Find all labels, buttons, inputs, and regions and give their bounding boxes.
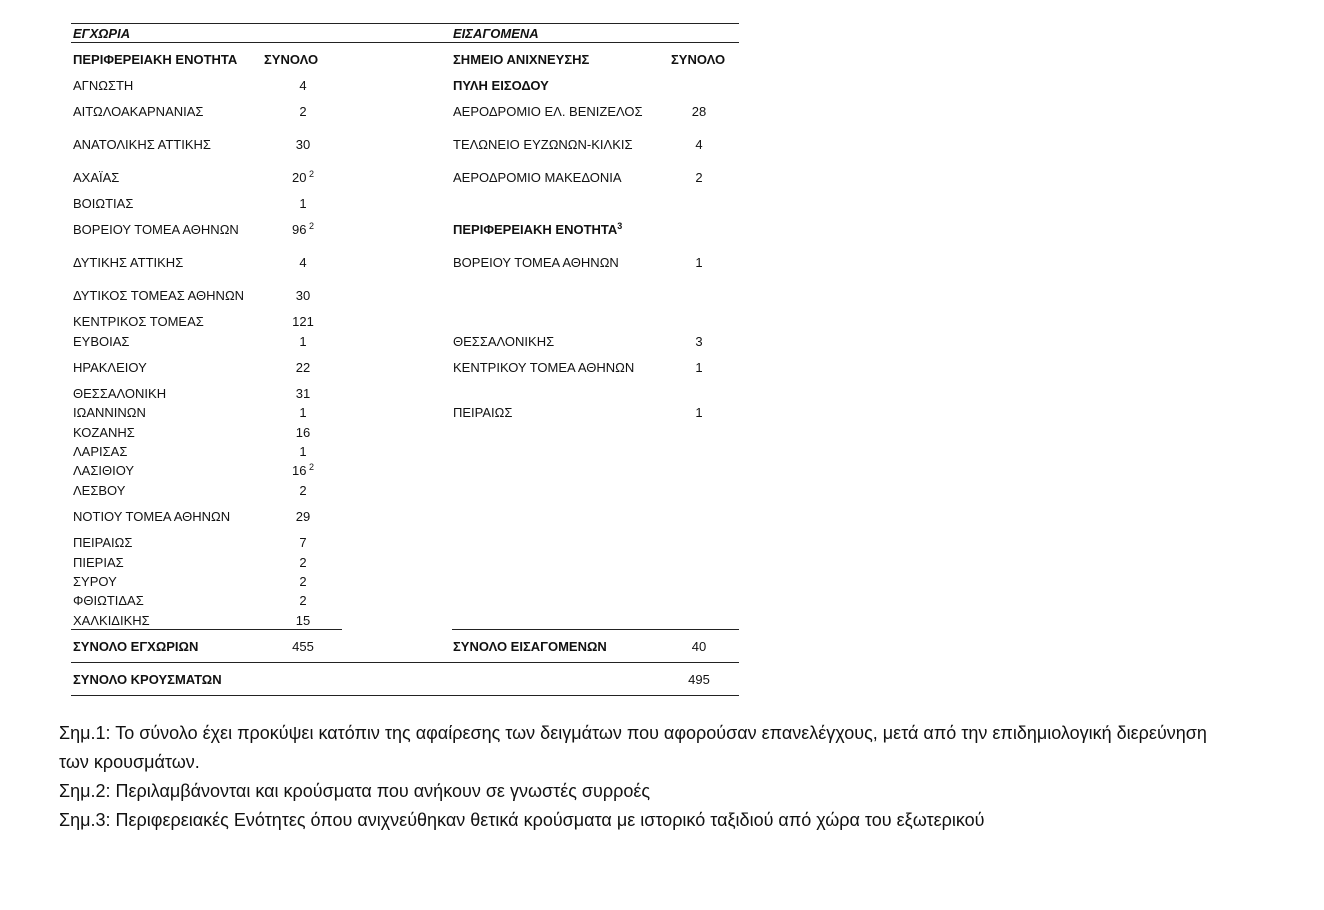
note-3: Σημ.3: Περιφερειακές Ενότητες όπου ανιχνεύθηκαν θετικά κρούσματα με ιστορικό ταξιδιού από χώρα του εξωτερικού [59,810,985,830]
imported-region-row-point: ΚΕΝΤΡΙΚΟΥ ΤΟΜΕΑ ΑΘΗΝΩΝ [453,360,635,375]
domestic-row-region: ΝΟΤΙΟΥ ΤΟΜΕΑ ΑΘΗΝΩΝ [73,509,231,524]
domestic-row-total-value: 16 [295,425,311,440]
domestic-total-value: 455 [292,639,314,654]
imported-region-row-total: 1 [695,255,703,270]
imported-region-row-total: 1 [695,360,703,375]
imported-col-total: ΣΥΝΟΛΟ [671,52,726,67]
domestic-row-total [283,360,323,376]
domestic-row-total [283,334,323,350]
domestic-row-region: ΦΘΙΩΤΙΔΑΣ [73,593,144,608]
imported-total-label: ΣΥΝΟΛΟ ΕΙΣΑΓΟΜΕΝΩΝ [453,639,607,654]
domestic-row-total-value: 7 [299,535,307,550]
domestic-row-total [283,137,323,153]
domestic-row-region: ΧΑΛΚΙΔΙΚΗΣ [73,613,150,628]
domestic-section-title: ΕΓΧΩΡΙΑ [73,26,131,41]
domestic-row-total [283,463,323,479]
imported-region-row-total: 1 [695,405,703,420]
domestic-row-region: ΠΕΙΡΑΙΩΣ [73,535,133,550]
imported-section-title: ΕΙΣΑΓΟΜΕΝΑ [453,26,539,41]
imported-region-heading [453,222,622,238]
domestic-row-total [283,222,323,238]
note-1-continued: των κρουσμάτων. [59,752,200,772]
domestic-row-region: ΣΥΡΟΥ [73,574,117,589]
gate-row-point: ΑΕΡΟΔΡΟΜΙΟ ΕΛ. ΒΕΝΙΖΕΛΟΣ [453,104,643,119]
domestic-row-region: ΘΕΣΣΑΛΟΝΙΚΗ [73,386,167,401]
domestic-row-footnote: 2 [306,462,314,472]
imported-col-point: ΣΗΜΕΙΟ ΑΝΙΧΝΕΥΣΗΣ [453,52,590,67]
domestic-row-total [283,104,323,120]
domestic-row-total-value: 30 [295,288,311,303]
domestic-col-region: ΠΕΡΙΦΕΡΕΙΑΚΗ ΕΝΟΤΗΤΑ [73,52,238,67]
domestic-row-total [283,574,323,590]
gate-heading: ΠΥΛΗ ΕΙΣΟΔΟΥ [453,78,549,93]
domestic-row-total [283,288,323,304]
domestic-row-total-value: 2 [299,555,307,570]
domestic-row-region: ΔΥΤΙΚΟΣ ΤΟΜΕΑΣ ΑΘΗΝΩΝ [73,288,245,303]
domestic-row-total-value: 4 [299,255,307,270]
domestic-row-region: ΑΓΝΩΣΤΗ [73,78,134,93]
domestic-row-region: ΑΝΑΤΟΛΙΚΗΣ ΑΤΤΙΚΗΣ [73,137,211,152]
gate-row-total: 4 [695,137,703,152]
domestic-row-total-value: 4 [299,78,307,93]
domestic-row-total [283,593,323,609]
domestic-row-region: ΑΙΤΩΛΟΑΚΑΡΝΑΝΙΑΣ [73,104,204,119]
domestic-row-total-value: 1 [299,334,307,349]
domestic-row-total-value: 2 [299,483,307,498]
domestic-row-total-value: 29 [295,509,311,524]
domestic-row-footnote: 2 [306,169,314,179]
domestic-row-total-value: 1 [299,405,307,420]
domestic-row-total [283,255,323,271]
gate-row-point: ΤΕΛΩΝΕΙΟ ΕΥΖΩΝΩΝ-ΚΙΛΚΙΣ [453,137,633,152]
domestic-row-total-value: 96 [292,222,307,237]
domestic-row-total-value: 2 [299,574,307,589]
bottom-rule [71,695,739,696]
gate-row-total: 2 [695,170,703,185]
gate-row-total: 28 [691,104,707,119]
domestic-subtotal-rule [71,629,342,630]
imported-subtotal-rule [452,629,739,630]
domestic-row-region: ΒΟΙΩΤΙΑΣ [73,196,134,211]
domestic-row-total-value: 30 [295,137,311,152]
grand-total-label: ΣΥΝΟΛΟ ΚΡΟΥΣΜΑΤΩΝ [73,672,222,687]
grand-total-value: 495 [688,672,710,687]
imported-region-heading-text: ΠΕΡΙΦΕΡΕΙΑΚΗ ΕΝΟΤΗΤΑ [453,222,618,237]
domestic-row-total [283,509,323,525]
domestic-row-region: ΠΙΕΡΙΑΣ [73,555,124,570]
domestic-row-region: ΙΩΑΝΝΙΝΩΝ [73,405,146,420]
domestic-row-total-value: 15 [295,613,311,628]
domestic-row-total [283,78,323,94]
domestic-row-region: ΛΕΣΒΟΥ [73,483,126,498]
imported-total-value: 40 [691,639,707,654]
imported-region-row-point: ΘΕΣΣΑΛΟΝΙΚΗΣ [453,334,555,349]
domestic-row-footnote: 2 [306,221,314,231]
domestic-row-total-value: 1 [299,196,307,211]
domestic-row-region: ΚΕΝΤΡΙΚΟΣ ΤΟΜΕΑΣ [73,314,204,329]
domestic-row-region: ΔΥΤΙΚΗΣ ΑΤΤΙΚΗΣ [73,255,184,270]
imported-region-row-total: 3 [695,334,703,349]
domestic-row-region: ΒΟΡΕΙΟΥ ΤΟΜΕΑ ΑΘΗΝΩΝ [73,222,239,237]
domestic-row-region: ΑΧΑΪΑΣ [73,170,120,185]
domestic-row-region: ΕΥΒΟΙΑΣ [73,334,130,349]
imported-region-heading-note: 3 [617,221,623,231]
domestic-row-total [283,314,323,330]
domestic-row-total [283,444,323,460]
domestic-row-total-value: 121 [292,314,314,329]
domestic-row-total [283,386,323,402]
domestic-row-region: ΛΑΣΙΘΙΟΥ [73,463,135,478]
note-1: Σημ.1: Το σύνολο έχει προκύψει κατόπιν της αφαίρεσης των δειγμάτων που αφορούσαν επανελέγχους, μετά από την επιδημιολογική διερεύνηση [59,723,1207,743]
domestic-col-total: ΣΥΝΟΛΟ [264,52,319,67]
domestic-row-region: ΗΡΑΚΛΕΙΟΥ [73,360,147,375]
domestic-row-region: ΛΑΡΙΣΑΣ [73,444,128,459]
note-2: Σημ.2: Περιλαμβάνονται και κρούσματα που ανήκουν σε γνωστές συρροές [59,781,651,801]
domestic-row-total-value: 16 [292,463,307,478]
domestic-row-total [283,170,323,186]
domestic-row-total [283,613,323,629]
domestic-row-total [283,535,323,551]
domestic-row-total [283,425,323,441]
domestic-row-total [283,196,323,212]
imported-region-row-point: ΠΕΙΡΑΙΩΣ [453,405,513,420]
top-rule [71,23,739,24]
domestic-row-total-value: 2 [299,104,307,119]
section-rule [71,42,739,43]
domestic-row-total-value: 22 [295,360,311,375]
domestic-row-total-value: 1 [299,444,307,459]
grand-total-rule [71,662,739,663]
domestic-row-total-value: 20 [292,170,307,185]
domestic-row-total-value: 31 [295,386,311,401]
gate-row-point: ΑΕΡΟΔΡΟΜΙΟ ΜΑΚΕΔΟΝΙΑ [453,170,622,185]
domestic-row-total [283,555,323,571]
domestic-row-total-value: 2 [299,593,307,608]
domestic-row-total [283,483,323,499]
domestic-total-label: ΣΥΝΟΛΟ ΕΓΧΩΡΙΩΝ [73,639,199,654]
domestic-row-region: ΚΟΖΑΝΗΣ [73,425,135,440]
imported-region-row-point: ΒΟΡΕΙΟΥ ΤΟΜΕΑ ΑΘΗΝΩΝ [453,255,619,270]
domestic-row-total [283,405,323,421]
